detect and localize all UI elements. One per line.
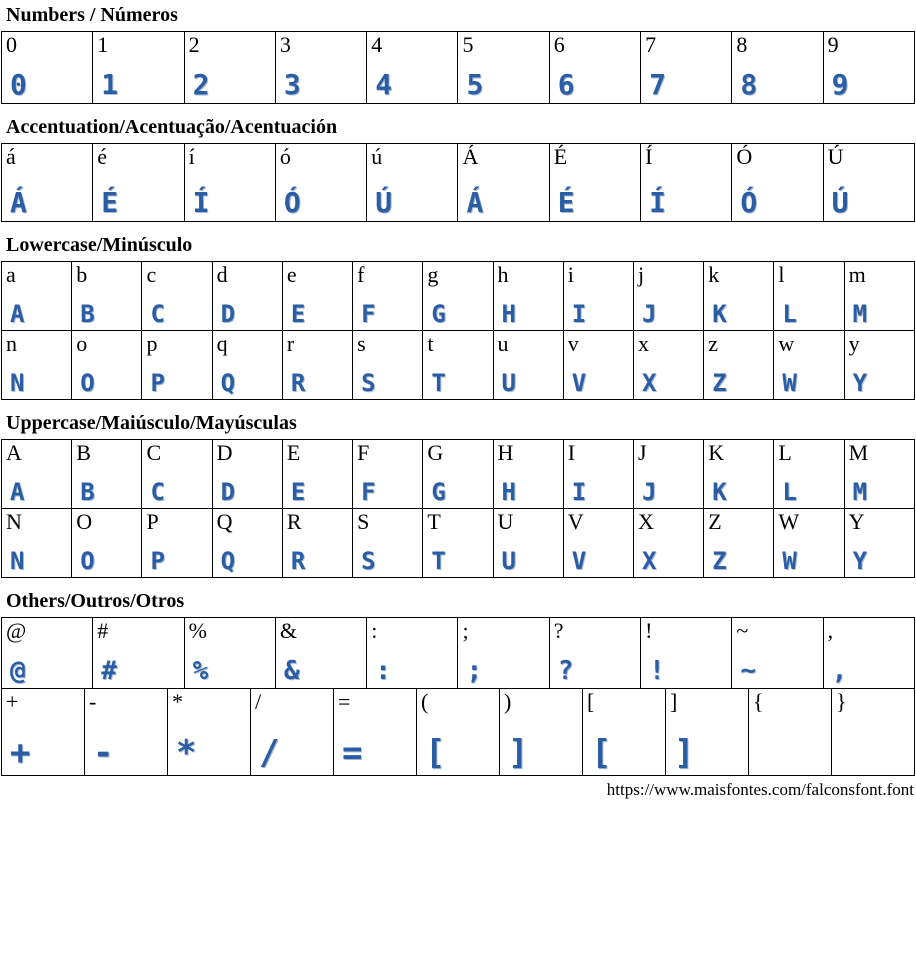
font-glyph: C [150,299,165,328]
font-glyph: M [852,477,868,506]
plain-char: ; [462,618,469,643]
plain-char: % [188,618,207,643]
glyph-table-accent-row-0 [1,143,915,222]
plain-char: 6 [553,32,565,57]
font-glyph: Í [192,186,210,220]
plain-char: + [6,689,19,714]
font-glyph: & [283,655,300,686]
section-numbers [0,4,916,104]
plain-char: b [76,262,88,287]
glyph-cell [823,144,914,222]
glyph-cell [184,618,275,689]
glyph-cell [2,509,72,578]
font-glyph: P [150,546,165,575]
glyph-table-numbers-row-0 [1,31,915,104]
font-glyph: @ [10,655,26,686]
glyph-cell [563,262,633,331]
font-glyph: E [290,477,306,506]
plain-char: = [338,689,351,714]
plain-char: d [216,262,228,287]
font-glyph: N [10,546,25,575]
font-glyph: [ [591,732,612,773]
plain-char: h [497,262,509,287]
font-glyph: L [782,299,797,328]
font-glyph: Á [10,186,27,220]
glyph-cell [563,440,633,509]
font-glyph: V [571,368,587,397]
plain-char: , [827,618,834,643]
font-glyph: * [176,732,197,773]
glyph-cell [367,618,458,689]
plain-char: { [753,689,764,714]
section-lower [0,234,916,400]
font-glyph: U [501,546,516,575]
font-glyph: Í [649,186,666,220]
glyph-cell [353,509,423,578]
glyph-cell [212,262,282,331]
glyph-cell [844,331,914,400]
plain-char: J [637,440,647,465]
glyph-cell [844,509,914,578]
glyph-cell [72,262,142,331]
font-glyph: 1 [101,68,119,102]
glyph-cell [749,689,832,776]
font-glyph: Y [852,368,868,397]
glyph-cell [774,331,844,400]
plain-char: Y [848,509,865,534]
glyph-cell [633,262,703,331]
glyph-cell [142,331,212,400]
font-glyph: R [290,368,306,397]
glyph-cell [774,509,844,578]
font-glyph: 0 [10,68,27,102]
plain-char: / [255,689,262,714]
plain-char: z [708,331,718,356]
font-glyph: S [361,546,376,575]
source-url: https://www.maisfontes.com/falconsfont.font [606,780,914,799]
font-glyph: ! [649,655,665,686]
glyph-cell [641,32,732,104]
glyph-cell [2,331,72,400]
plain-char: E [286,440,301,465]
plain-char: w [778,331,795,356]
plain-char: v [567,331,579,356]
font-glyph: I [571,299,587,328]
plain-char: m [848,262,866,287]
glyph-cell [2,262,72,331]
font-glyph: Ó [283,186,301,220]
plain-char: H [497,440,514,465]
glyph-cell [72,331,142,400]
glyph-cell [844,262,914,331]
plain-char: t [427,331,434,356]
plain-char: é [97,144,108,169]
plain-char: 2 [188,32,200,57]
section-accent [0,116,916,222]
plain-char: O [76,509,93,534]
font-glyph: Q [220,368,236,397]
section-title-upper: Uppercase/Maiúsculo/Mayúsculas [6,412,297,434]
glyph-cell [142,509,212,578]
plain-char: ó [279,144,291,169]
font-glyph: : [375,655,391,686]
glyph-cell [93,32,184,104]
plain-char: 4 [371,32,383,57]
font-glyph: P [150,368,165,397]
plain-char: n [6,331,17,356]
plain-char: P [146,509,159,534]
glyph-cell [704,440,774,509]
font-glyph: ] [508,732,529,773]
font-glyph: H [501,477,516,506]
font-glyph: W [782,368,797,397]
glyph-table-lower-row-1 [1,330,915,400]
font-glyph: J [641,299,657,328]
plain-char: Í [645,144,653,169]
plain-char: W [778,509,800,534]
glyph-cell [2,689,85,776]
font-glyph: 8 [740,68,758,102]
font-glyph: X [641,368,657,397]
font-glyph: = [342,732,363,773]
glyph-cell [458,618,549,689]
font-glyph: 3 [283,68,301,102]
plain-char: g [427,262,439,287]
font-glyph: J [641,477,657,506]
glyph-cell [353,262,423,331]
glyph-cell [666,689,749,776]
font-glyph: ] [674,732,695,773]
plain-char: a [6,262,16,287]
plain-char: p [146,331,158,356]
glyph-cell [334,689,417,776]
plain-char: y [848,331,860,356]
glyph-cell [275,32,366,104]
plain-char: ! [645,618,653,643]
section-title-others: Others/Outros/Otros [6,590,185,612]
font-glyph: O [80,546,95,575]
font-glyph [832,769,914,775]
glyph-cell [549,618,640,689]
glyph-table-lower-row-0 [1,261,915,331]
plain-char: Z [708,509,722,534]
glyph-cell [583,689,666,776]
font-glyph: M [852,299,868,328]
font-glyph: ; [466,655,483,686]
plain-char: L [778,440,792,465]
glyph-cell [184,144,275,222]
glyph-cell [493,440,563,509]
font-glyph: % [192,655,209,686]
plain-char: ) [504,689,512,714]
plain-char: i [567,262,574,287]
plain-char: l [778,262,785,287]
glyph-cell [72,440,142,509]
plain-char: ] [670,689,678,714]
glyph-cell [732,144,823,222]
plain-char: Ó [736,144,753,169]
font-glyph: 6 [557,68,575,102]
glyph-cell [212,509,282,578]
glyph-cell [275,618,366,689]
plain-char: ? [553,618,564,643]
plain-char: [ [587,689,595,714]
plain-char: 3 [279,32,291,57]
section-title-numbers: Numbers / Números [6,4,178,26]
glyph-cell [72,509,142,578]
font-glyph: Z [712,368,727,397]
plain-char: x [637,331,649,356]
glyph-cell [2,618,93,689]
font-glyph: K [712,477,727,506]
glyph-cell [282,262,352,331]
glyph-cell [563,331,633,400]
plain-char: M [848,440,869,465]
glyph-cell [168,689,251,776]
glyph-cell [732,32,823,104]
plain-char: Á [462,144,479,169]
glyph-cell [417,689,500,776]
font-glyph: # [101,655,117,686]
plain-char: & [279,618,298,643]
glyph-cell [353,440,423,509]
font-glyph: 2 [192,68,210,102]
plain-char: @ [6,618,27,643]
font-glyph: W [782,546,797,575]
plain-char: D [216,440,233,465]
glyph-table-others-row-1 [1,688,915,776]
glyph-cell [423,440,493,509]
font-glyph: B [80,299,95,328]
plain-char: Ú [827,144,844,169]
glyph-cell [704,262,774,331]
font-glyph: Ú [375,186,393,220]
font-glyph: T [431,546,446,575]
plain-char: o [76,331,88,356]
glyph-cell [458,32,549,104]
glyph-cell [549,32,640,104]
glyph-cell [641,144,732,222]
plain-char: ú [371,144,383,169]
plain-char: - [89,689,97,714]
font-glyph: H [501,299,516,328]
font-glyph: 5 [466,68,484,102]
glyph-cell [641,618,732,689]
plain-char: X [637,509,654,534]
glyph-cell [142,262,212,331]
font-glyph: L [782,477,797,506]
plain-char: q [216,331,228,356]
font-glyph: Y [852,546,868,575]
plain-char: G [427,440,444,465]
font-glyph: É [557,186,575,220]
font-glyph: G [431,299,446,328]
font-glyph: Z [712,546,727,575]
font-glyph: 7 [649,68,666,102]
glyph-table-upper-row-1 [1,508,915,578]
font-glyph: R [290,546,306,575]
font-glyph: A [10,299,25,328]
glyph-cell [823,32,914,104]
glyph-cell [353,331,423,400]
font-glyph: U [501,368,516,397]
font-glyph: D [220,477,236,506]
glyph-cell [93,618,184,689]
glyph-cell [823,618,914,689]
font-glyph: Ú [831,186,849,220]
plain-char: ( [421,689,429,714]
glyph-cell [549,144,640,222]
glyph-cell [844,440,914,509]
glyph-cell [633,440,703,509]
plain-char: * [172,689,183,714]
plain-char: á [6,144,16,169]
font-glyph: C [150,477,165,506]
glyph-cell [633,509,703,578]
font-glyph: G [431,477,446,506]
glyph-cell [282,509,352,578]
plain-char: j [637,262,645,287]
plain-char: T [427,509,441,534]
glyph-cell [774,262,844,331]
plain-char: c [146,262,157,287]
plain-char: A [6,440,22,465]
glyph-cell [367,144,458,222]
plain-char: 7 [645,32,657,57]
font-glyph: B [80,477,95,506]
plain-char: } [836,689,847,714]
plain-char: e [286,262,297,287]
font-glyph: - [93,732,114,773]
glyph-cell [93,144,184,222]
font-glyph: + [10,732,31,773]
font-glyph: E [290,299,306,328]
section-others [0,590,916,776]
glyph-table-others-row-0 [1,617,915,689]
plain-char: R [286,509,302,534]
font-glyph: ? [557,655,574,686]
plain-char: k [708,262,720,287]
section-upper [0,412,916,578]
font-glyph: X [641,546,657,575]
glyph-cell [2,440,72,509]
font-glyph: Q [220,546,236,575]
section-title-accent: Accentuation/Acentuação/Acentuación [6,116,338,138]
font-glyph: F [361,299,376,328]
glyph-cell [458,144,549,222]
plain-char: C [146,440,162,465]
glyph-cell [423,509,493,578]
plain-char: r [286,331,295,356]
font-glyph: 4 [375,68,393,102]
glyph-cell [367,32,458,104]
font-glyph [749,769,831,775]
font-glyph: F [361,477,376,506]
font-glyph: [ [425,732,446,773]
plain-char: s [357,331,366,356]
font-glyph: A [10,477,25,506]
plain-char: í [188,144,195,169]
font-glyph: D [220,299,236,328]
plain-char: K [708,440,725,465]
plain-char: N [6,509,22,534]
font-glyph: V [571,546,587,575]
plain-char: 9 [827,32,839,57]
plain-char: 1 [97,32,109,57]
plain-char: F [357,440,370,465]
plain-char: V [567,509,584,534]
glyph-cell [184,32,275,104]
plain-char: : [371,618,378,643]
glyph-cell [212,331,282,400]
font-glyph: I [571,477,587,506]
glyph-cell [704,509,774,578]
glyph-cell [275,144,366,222]
plain-char: B [76,440,91,465]
font-glyph: T [431,368,446,397]
font-glyph: S [361,368,376,397]
glyph-cell [493,262,563,331]
plain-char: u [497,331,509,356]
glyph-cell [774,440,844,509]
glyph-cell [732,618,823,689]
glyph-cell [251,689,334,776]
plain-char: S [357,509,370,534]
font-glyph: Ó [740,186,758,220]
glyph-cell [633,331,703,400]
font-glyph: Á [466,186,484,220]
plain-char: ~ [736,618,749,643]
glyph-cell [2,144,93,222]
font-glyph: O [80,368,95,397]
plain-char: 8 [736,32,748,57]
plain-char: 5 [462,32,474,57]
glyph-cell [423,262,493,331]
plain-char: U [497,509,514,534]
plain-char: # [97,618,109,643]
glyph-cell [493,509,563,578]
glyph-cell [500,689,583,776]
glyph-cell [212,440,282,509]
font-glyph: É [101,186,119,220]
glyph-cell [142,440,212,509]
glyph-cell [85,689,168,776]
font-glyph: N [10,368,25,397]
plain-char: Q [216,509,233,534]
glyph-cell [282,331,352,400]
glyph-cell [563,509,633,578]
glyph-cell [423,331,493,400]
glyph-cell [282,440,352,509]
plain-char: I [567,440,576,465]
glyph-table-upper-row-0 [1,439,915,509]
glyph-cell [832,689,915,776]
font-glyph: ~ [740,655,757,686]
section-title-lower: Lowercase/Minúsculo [6,234,193,256]
font-glyph: 9 [831,68,849,102]
plain-char: É [553,144,568,169]
glyph-cell [704,331,774,400]
plain-char: 0 [6,32,17,57]
glyph-cell [2,32,93,104]
plain-char: f [357,262,365,287]
font-glyph: / [259,732,280,773]
glyph-cell [493,331,563,400]
font-glyph: K [712,299,727,328]
font-glyph: , [831,655,848,686]
